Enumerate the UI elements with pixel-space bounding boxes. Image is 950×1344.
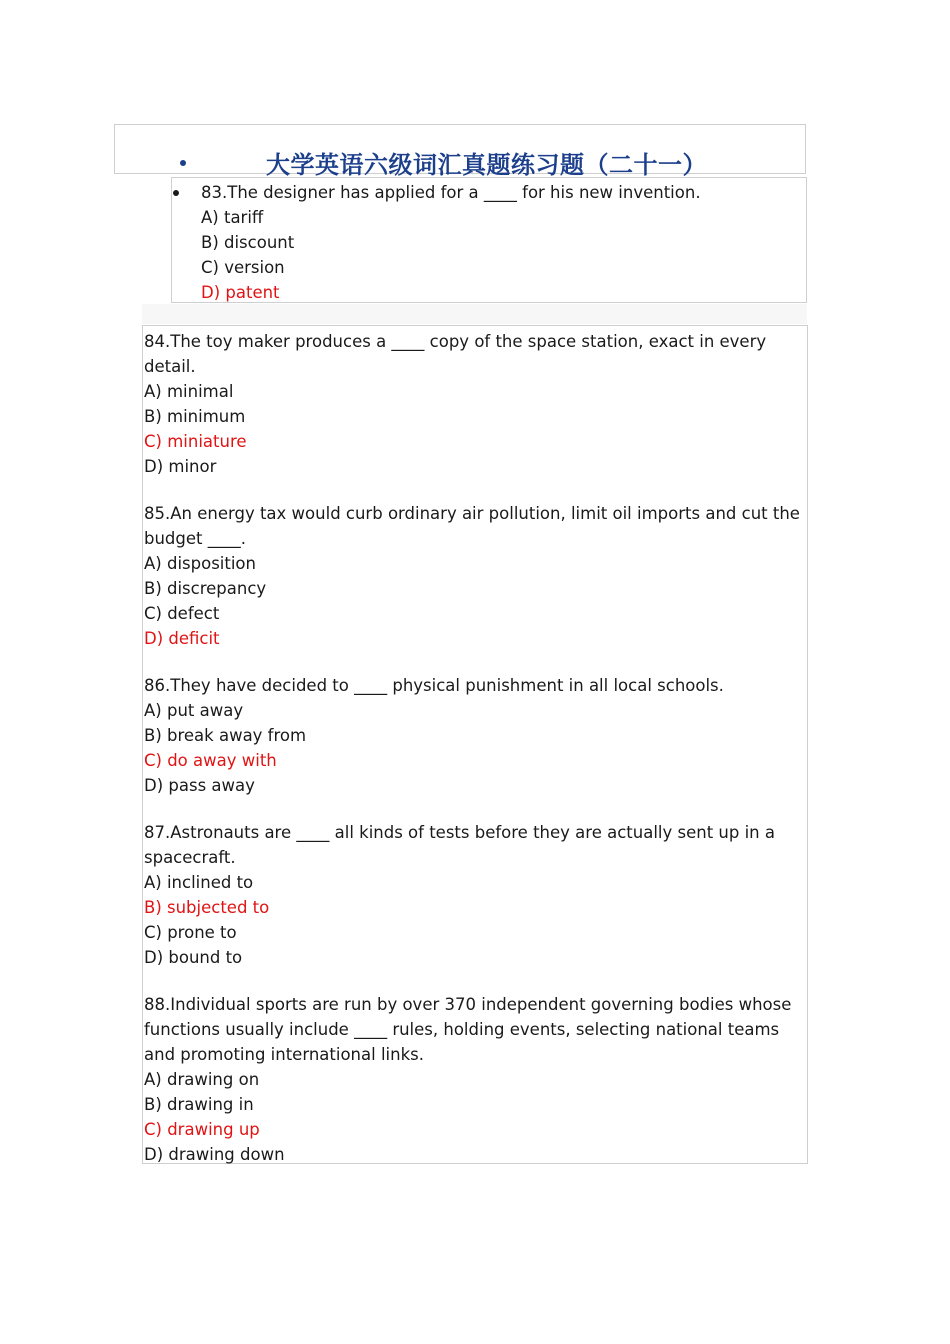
option-c-correct: C) drawing up — [144, 1120, 260, 1139]
question-88 — [144, 992, 809, 1167]
option-c: C) version — [201, 258, 285, 277]
question-85 — [144, 501, 809, 651]
question-87 — [144, 820, 809, 970]
option-a: A) drawing on — [144, 1070, 260, 1089]
option-c-correct: C) miniature — [144, 432, 247, 451]
option-a: A) inclined to — [144, 873, 254, 892]
separator-strip — [142, 304, 807, 324]
option-b: B) drawing in — [144, 1095, 254, 1114]
question-stem: 86.They have decided to ____ physical punishment in all local schools. — [144, 676, 724, 695]
page-title: 大学英语六级词汇真题练习题（二十一） — [266, 150, 707, 179]
option-d: D) bound to — [144, 948, 243, 967]
question-stem: 84.The toy maker produces a ____ copy of the space station, exact in every detail. — [144, 332, 767, 376]
option-a: A) put away — [144, 701, 244, 720]
question-stem: 85.An energy tax would curb ordinary air pollution, limit oil imports and cut the budget ____. — [144, 504, 800, 548]
option-d: D) minor — [144, 457, 217, 476]
option-d-correct: D) patent — [201, 283, 280, 302]
question-stem: 83.The designer has applied for a ____ for his new invention. — [201, 183, 701, 202]
option-c: C) defect — [144, 604, 220, 623]
title-bullet — [180, 160, 186, 166]
option-b: B) discount — [201, 233, 295, 252]
option-a: A) tariff — [201, 208, 264, 227]
option-b: B) minimum — [144, 407, 246, 426]
question-stem: 87.Astronauts are ____ all kinds of tests before they are actually sent up in a spacecraft. — [144, 823, 775, 867]
option-b: B) discrepancy — [144, 579, 267, 598]
question-list — [144, 329, 809, 1167]
option-d: D) drawing down — [144, 1145, 285, 1164]
option-c: C) prone to — [144, 923, 237, 942]
option-a: A) disposition — [144, 554, 256, 573]
question-84 — [144, 329, 809, 479]
option-b: B) break away from — [144, 726, 307, 745]
question-stem: 88.Individual sports are run by over 370 independent governing bodies whose functions usually include ____ rules, holding events, selecting national teams and promoting international links. — [144, 995, 792, 1064]
option-c-correct: C) do away with — [144, 751, 277, 770]
question-83-bullet — [173, 190, 179, 196]
question-86 — [144, 673, 809, 798]
option-b-correct: B) subjected to — [144, 898, 270, 917]
option-d: D) pass away — [144, 776, 255, 795]
question-83 — [201, 180, 701, 305]
option-a: A) minimal — [144, 382, 234, 401]
option-d-correct: D) deficit — [144, 629, 220, 648]
